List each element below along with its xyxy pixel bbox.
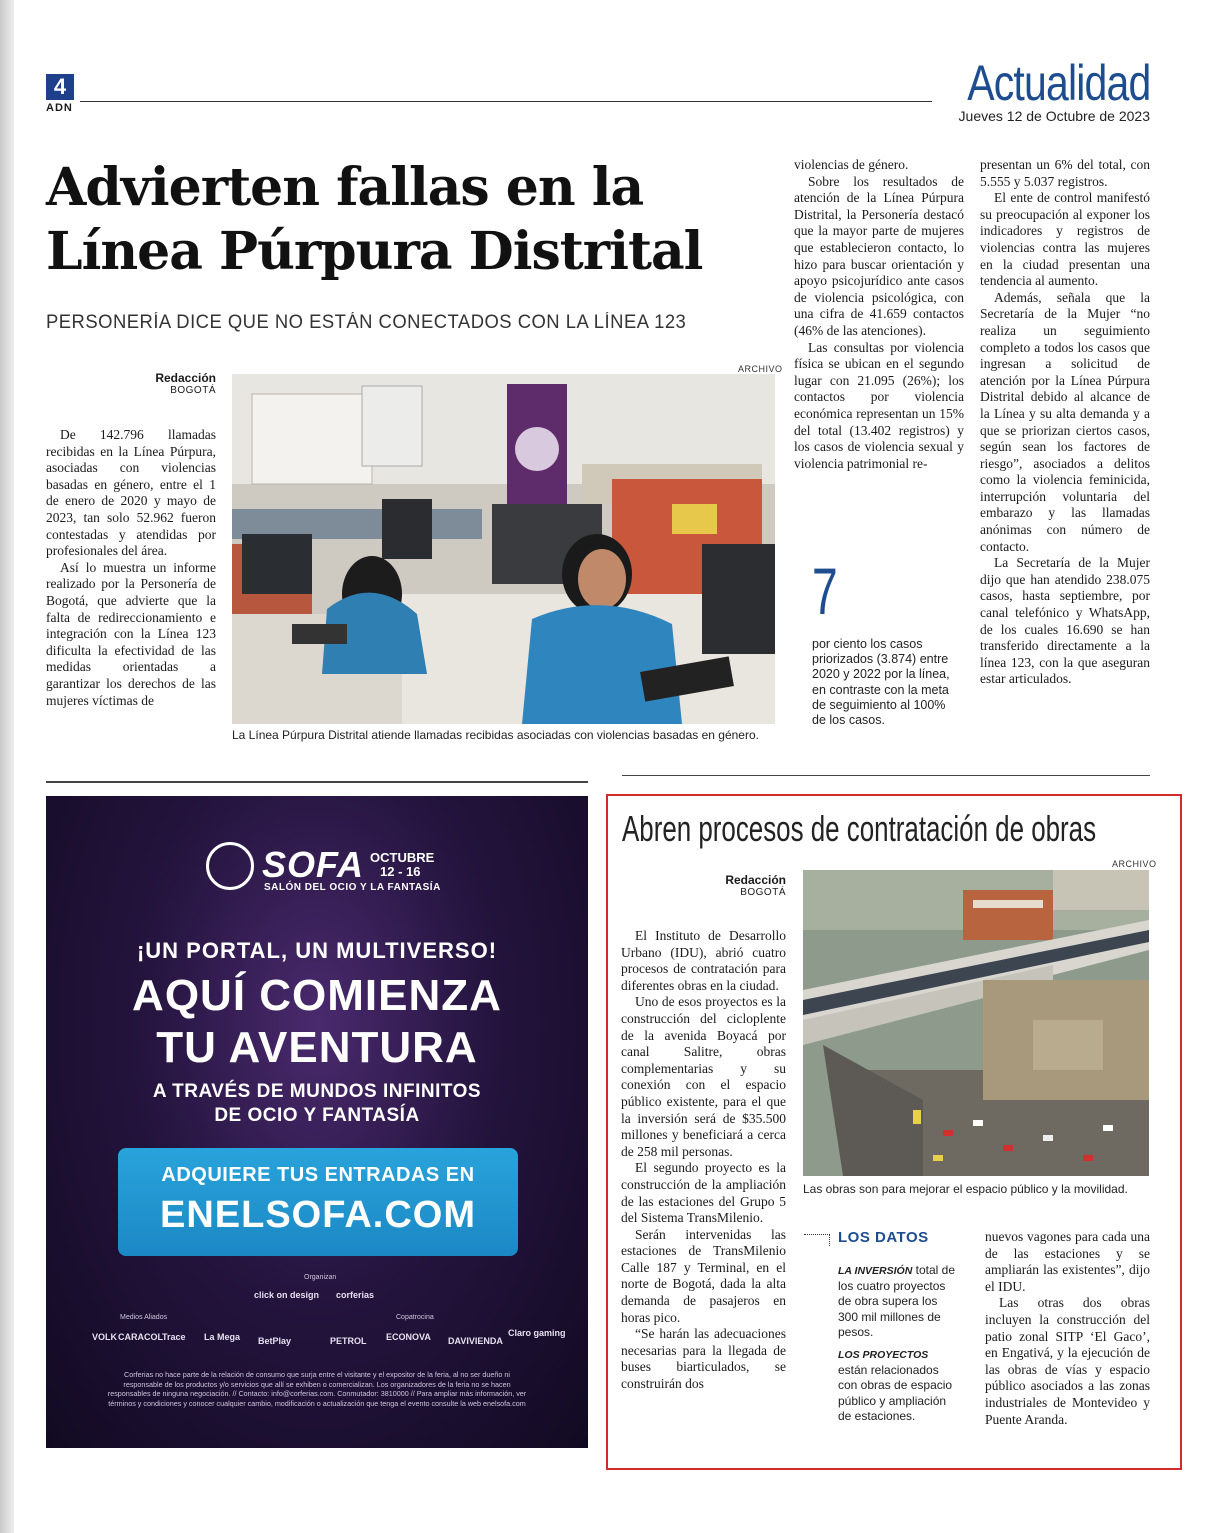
article-deck: PERSONERÍA DICE QUE NO ESTÁN CONECTADOS CON LA LÍNEA 123 — [46, 312, 687, 333]
headline-line-2: Línea Púrpura Distrital — [46, 221, 703, 282]
sponsor-logo: PETROL — [330, 1336, 367, 1346]
ad-headline-line-2: TU AVENTURA — [156, 1023, 478, 1072]
bridge-construction-photo — [803, 870, 1149, 1176]
ad-cta-label: ADQUIERE TUS ENTRADAS EN — [161, 1164, 475, 1186]
ad-cta-button[interactable] — [118, 1148, 518, 1256]
paragraph: Serán intervenidas las estaciones de TransMilenio Calle 187 y Terminal, en el norte de Bogotá, dada la alta demanda de pasajeros en horas pico. — [621, 1226, 786, 1325]
headline-line-1: Advierten fallas en la — [46, 157, 644, 218]
paragraph: Las otras dos obras incluyen la construcción del patio zonal SITP ‘El Gaco’, en Engativá, y la ejecución de las obras de vías y espacio público asociados a las zonas industriales de Montevideo y Puente Aranda. — [985, 1295, 1150, 1427]
organizers-label: Organizan — [304, 1274, 337, 1281]
sponsor-logo: ECONOVA — [386, 1332, 431, 1342]
ad-cta-url: ENELSOFA.COM — [159, 1194, 477, 1236]
datos-lead: LA INVERSIÓN — [838, 1265, 913, 1277]
call-center-photo — [232, 374, 775, 724]
article2-column-1 — [621, 928, 786, 1393]
page-edge-shadow — [0, 0, 14, 1533]
sponsor-logo: Trace — [162, 1332, 186, 1342]
ad-subheadline — [46, 1080, 588, 1128]
photo-credit: ARCHIVO — [738, 364, 783, 374]
datos-lead: LOS PROYECTOS — [838, 1349, 929, 1361]
stat-number: 7 — [812, 554, 838, 628]
sponsor-logo: La Mega — [204, 1332, 241, 1342]
paragraph: Las consultas por violencia física se ubican en el segundo lugar con 21.095 (26%); los contactos por violencia económica representan un 15% del total (13.402 registros) y los casos de violencia sexual y violencia patrimonial re- — [794, 339, 964, 471]
call-center-illustration — [232, 374, 775, 724]
sponsor-logo: Claro gaming — [508, 1328, 566, 1338]
article-divider — [622, 775, 1150, 776]
paragraph: El segundo proyecto es la construcción de la ampliación de las estaciones del Grupo 5 del Sistema TransMilenio. — [621, 1160, 786, 1226]
sponsor-logo: CARACOL — [118, 1332, 163, 1342]
byline-city: BOGOTÁ — [170, 385, 216, 396]
page-number: 4 — [46, 74, 74, 100]
paragraph: Sobre los resultados de atención de la Línea Púrpura Distrital, la Personería destacó que la mayor parte de mujeres que establecieron contacto, lo hizo para buscar orientación y apoyo psicojurídico ante casos de violencia psicológica, con una cifra de 41.659 contactos (46% de las atenciones). — [794, 173, 964, 338]
section-title: Actualidad — [966, 55, 1150, 111]
paragraph: “Se harán las adecuaciones necesarias para la llegada de buses biarticulados, se construirán dos — [621, 1326, 786, 1392]
photo-caption: La Línea Púrpura Distrital atiende llamadas recibidas asociadas con violencias basadas en género. — [232, 728, 759, 742]
article1-column-1 — [46, 427, 216, 709]
organizer-logo: click on design — [254, 1290, 320, 1300]
article2-column-3 — [985, 1229, 1150, 1428]
ad-sub-line-2: DE OCIO Y FANTASÍA — [214, 1105, 420, 1126]
bridge-illustration — [803, 870, 1149, 1176]
sofa-logo-icon — [206, 842, 254, 890]
organizer-logo: corferias — [336, 1290, 375, 1300]
datos-title: LOS DATOS — [838, 1229, 929, 1246]
sofa-month: OCTUBRE — [370, 850, 435, 865]
paragraph: La Secretaría de la Mujer dijo que han atendido 238.075 casos, hasta septiembre, por canal telefónico y WhatsApp, de los cuales 16.690 se han transferido directamente a la línea 123, con la que aseguran estar articulados. — [980, 555, 1150, 687]
paragraph: El Instituto de Desarrollo Urbano (IDU), abrió cuatro procesos de contratación para diferentes obras en la ciudad. — [621, 928, 786, 993]
datos-item — [838, 1347, 958, 1424]
article1-column-3 — [980, 157, 1150, 688]
datos-text: están relacionados con obras de espacio público y ampliación de estaciones. — [838, 1363, 953, 1423]
paragraph: Además, señala que la Secretaría de la Mujer “no realiza un seguimiento completo a todos los casos que ingresan a solicitud de atención por la Línea Púrpura Distrital debido al alcance de la Línea y su alta demanda y a que se priorizan ciertos casos, según sean los factores de riesgo”, asociados a delitos como la violencia feminicida, interrupción voluntaria del embarazo y las llamadas anónimas con número de contacto. — [980, 289, 1150, 554]
byline-name: Redacción — [725, 873, 786, 887]
ad-headline — [46, 970, 588, 1074]
byline-city: BOGOTÁ — [740, 887, 786, 898]
ad-headline-line-1: AQUÍ COMIENZA — [132, 971, 502, 1020]
paragraph: Así lo muestra un informe realizado por la Personería de Bogotá, que advierte que la falta de redireccionamiento e integración con la Línea 123 dificulta la efectividad de las medidas orientadas a garantizar los derechos de las mujeres víctimas de — [46, 559, 216, 708]
byline-name: Redacción — [155, 371, 216, 385]
sponsor-logo: DAVIVIENDA — [448, 1336, 503, 1346]
cosponsor-label: Copatrocina — [396, 1314, 434, 1321]
header-rule — [80, 101, 932, 102]
sofa-advertisement[interactable] — [46, 796, 588, 1448]
paragraph: De 142.796 llamadas recibidas en la Línea Púrpura, asociadas con violencias basadas en género, entre el 1 de enero de 2020 y mayo de 2023, tan solo 52.962 fueron contestadas y atendidas por profesionales del área. — [46, 427, 216, 559]
paragraph: presentan un 6% del total, con 5.555 y 5.037 registros. — [980, 157, 1150, 189]
paragraph: nuevos vagones para cada una de las estaciones y se ampliarán las existentes”, dijo el IDU. — [985, 1229, 1150, 1294]
ad-sub-line-1: A TRAVÉS DE MUNDOS INFINITOS — [152, 1081, 482, 1102]
photo-caption: Las obras son para mejorar el espacio público y la movilidad. — [803, 1182, 1128, 1196]
byline — [96, 371, 216, 396]
datos-bracket-icon — [804, 1234, 830, 1246]
photo-credit: ARCHIVO — [1112, 859, 1157, 869]
sponsor-logo: BetPlay — [258, 1336, 292, 1346]
main-headline — [46, 156, 776, 284]
paragraph: Uno de esos proyectos es la construcción del cicloplente de la avenida Boyacá por canal Salitre, obras complementarias y su conexión con el espacio público existente, para el que la inversión será de $35.500 millones y beneficiará a cerca de 258 mil personas. — [621, 994, 786, 1159]
article1-column-2 — [794, 157, 964, 472]
byline — [666, 873, 786, 898]
sofa-subtitle: SALÓN DEL OCIO Y LA FANTASÍA — [264, 882, 441, 893]
ad-divider — [46, 781, 588, 783]
sponsor-logo: VOLK — [92, 1332, 118, 1342]
issue-date: Jueves 12 de Octubre de 2023 — [958, 108, 1150, 124]
article2-headline: Abren procesos de contratación de obras — [622, 808, 1097, 849]
paragraph: El ente de control manifestó su preocupación al exponer los indicadores y registros de violencias contra las mujeres en la ciudad presentan una tendencia al aumento. — [980, 190, 1150, 289]
stat-description: por ciento los casos priorizados (3.874) entre 2020 y 2022 por la línea, en contraste con la meta de seguimiento al 100% de los casos. — [812, 637, 950, 728]
datos-item — [838, 1263, 958, 1340]
brand-logo: ADN — [46, 102, 73, 114]
ad-legal-text: Corferias no hace parte de la relación de consumo que surja entre el visitante y el expositor de la feria, al no ser dueño ni responsable de los productos y/o servicios que allí se exhiben o comercializan. Los organizadores de la feria no se hacen responsables de ninguna negociación. // Contacto: info@corferias.com. Conmutador: 3810000 // Para ampliar más información, ver términos y condiciones y conocer cualquier cambio, modificación o actualización que tenga el evento consulte la web enelsofa.com — [107, 1370, 527, 1408]
media-allies-label: Medios Aliados — [120, 1314, 168, 1321]
ad-kicker: ¡UN PORTAL, UN MULTIVERSO! — [136, 938, 498, 963]
datos-text: total de los cuatro proyectos de obra supera los 300 mil millones de pesos. — [838, 1263, 955, 1339]
sofa-dates: 12 - 16 — [380, 864, 421, 879]
paragraph: violencias de género. — [794, 157, 909, 172]
sofa-logo: SOFA — [262, 844, 365, 885]
